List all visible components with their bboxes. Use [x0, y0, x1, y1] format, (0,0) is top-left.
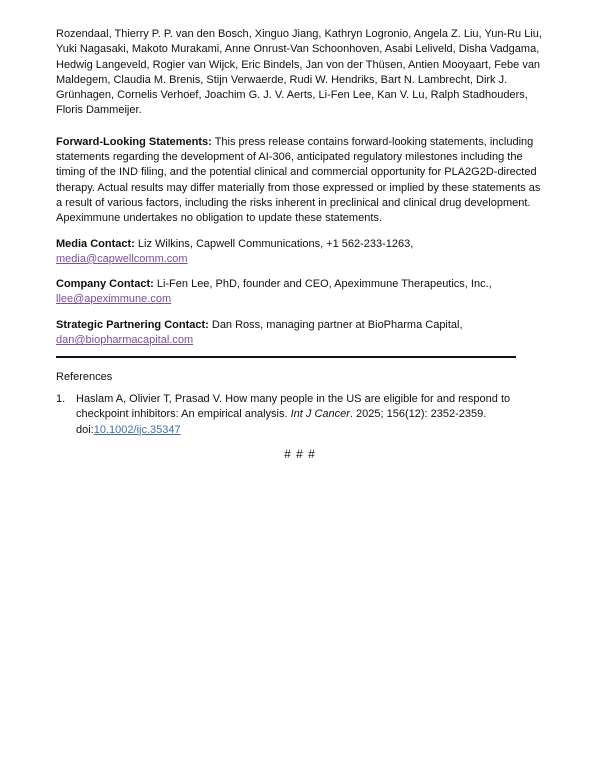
section-divider: [56, 356, 516, 358]
company-contact-text: Li-Fen Lee, PhD, founder and CEO, Apeximmune Therapeutics, Inc.,: [153, 278, 492, 291]
media-contact-text: Liz Wilkins, Capwell Communications, +1 562-233-1263,: [134, 237, 414, 250]
references-heading: References: [56, 371, 113, 383]
strategic-contact-label: Strategic Partnering Contact:: [56, 318, 209, 331]
media-contact-label: Media Contact:: [56, 237, 135, 250]
reference-text: [76, 392, 526, 438]
company-contact: [56, 277, 544, 308]
author-list: Rozendaal, Thierry P. P. van den Bosch, Xinguo Jiang, Kathryn Logronio, Angela Z. Liu, Yun-Ru Liu, Yuki Nagasaki, Makoto Murakami, Anne Onrust-Van Schoonhoven, Asabi Leliveld, Disha Vadgama, Hedwig Langeveld, Rogier van Wijck, Eric Bindels, Jan von der Thüsen, Antien Mooyaart, Febe van Maldegem, Claudia M. Brenis, Stijn Verwaerde, Rudi W. Hendriks, Bart N. Lambrecht, Dirk J. Grünhagen, Cornelis Verhoef, Joachim G. J. V. Aerts, Li-Fen Lee, Kan V. Lu, Ralph Stadhouders, Floris Dammeijer.: [56, 28, 542, 117]
reference-number: 1.: [56, 393, 66, 405]
reference-item: [56, 392, 526, 438]
strategic-contact-email-link[interactable]: dan@biopharmacapital.com: [56, 334, 194, 347]
forward-looking-text: This press release contains forward-looking statements, including statements regarding the development of AI-306, anticipated regulatory milestones including the timing of the IND filing, and the potential clinical and commercial opportunity for PLA2G2D-directed therapy. Actual results may differ materially from those expressed or implied by these statements as a result of various factors, including the risks inherent in preclinical and clinical drug development. Apeximmune undertakes no obligation to update these statements.: [56, 135, 541, 225]
forward-looking-label: Forward-Looking Statements:: [56, 135, 212, 148]
reference-journal: Int J Cancer: [290, 408, 350, 421]
company-contact-email-link[interactable]: llee@apeximmune.com: [56, 293, 172, 306]
end-mark: # # #: [284, 447, 316, 461]
strategic-contact-text: Dan Ross, managing partner at BioPharma Capital,: [208, 318, 463, 331]
media-contact: [56, 237, 544, 268]
company-contact-label: Company Contact:: [56, 278, 154, 291]
reference-text-before: Haslam A, Olivier T, Prasad V. How many people in the US are eligible for and respond to checkpoint inhibitors: An empirical analysis.: [76, 393, 511, 421]
press-release-body: [56, 27, 544, 358]
reference-text-after: . 2025; 156(12): 2352-2359. doi:: [76, 408, 487, 436]
media-contact-email-link[interactable]: media@capwellcomm.com: [56, 252, 188, 265]
forward-looking-statements: [56, 135, 544, 227]
strategic-partnering-contact: [56, 318, 544, 349]
reference-doi-link[interactable]: 10.1002/ijc.35347: [93, 423, 181, 436]
